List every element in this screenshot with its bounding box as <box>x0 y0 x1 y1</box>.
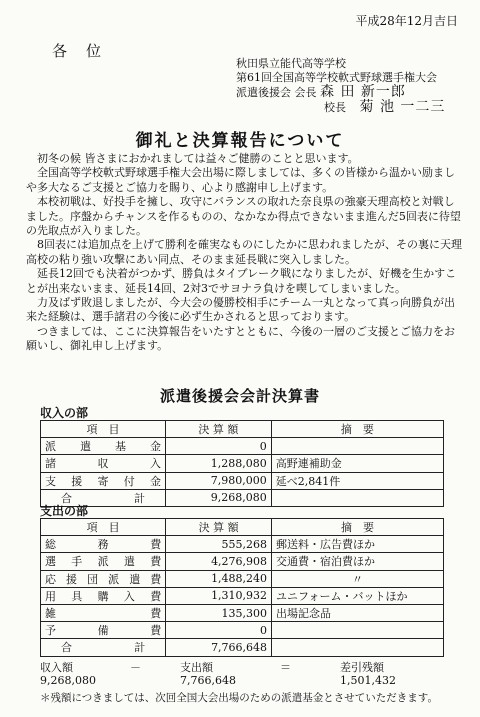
paragraph: 8回表には追加点を上げて勝利を確実なものにしたかに思われましたが、その裏に天理高校の粘り強い攻撃にあい同点、そのまま延長戦に突入しました。 <box>26 238 462 266</box>
header-note: 摘 要 <box>272 519 444 536</box>
table-row <box>41 604 444 621</box>
paragraph: 本校初戦は、好投手を擁し、攻守にバランスの取れた奈良県の強豪天理高校と対戦しました。序盤からチャンスを作るものの、なかなか得点できないまま進んだ5回表に待望の先取点が入りました。 <box>26 195 461 238</box>
header-note: 摘 要 <box>271 421 443 438</box>
row-amount: 555,268 <box>166 536 272 553</box>
row-note: 郵送料・広告費ほか <box>272 536 444 553</box>
chairman-title: 派遣後援会 会長 <box>236 86 317 99</box>
table-row <box>41 472 444 489</box>
income-total-value: 9,268,080 <box>40 674 96 687</box>
row-note: 〃 <box>272 570 444 587</box>
row-amount: 1,488,240 <box>166 570 272 587</box>
minus-sign: － <box>130 661 141 674</box>
row-note: 高野連補助金 <box>271 455 443 472</box>
expense-table <box>40 518 444 657</box>
balance-value: 1,501,432 <box>340 674 396 687</box>
table-row <box>41 587 444 604</box>
principal-name: 菊 池 一二三 <box>359 99 446 115</box>
table-header-row <box>41 421 444 438</box>
row-note <box>272 639 444 656</box>
addressee: 各 位 <box>52 42 104 60</box>
equals-sign: ＝ <box>280 661 291 674</box>
row-note: 交通費・宿泊費ほか <box>272 553 444 570</box>
paragraph: 全国高等学校軟式野球選手権大会出場に際しましては、多くの皆様から温かい励ましや多大なるご支援とご協力を賜り、心より感謝申し上げます。 <box>26 166 455 194</box>
tournament-name: 第61回全国高等学校軟式野球選手権大会 <box>236 71 437 84</box>
row-amount: 9,268,080 <box>166 489 272 506</box>
paragraph: 初冬の候 皆さまにおかれましては益々ご健勝のことと思います。 <box>37 152 359 165</box>
expense-total-value: 7,766,648 <box>180 674 236 687</box>
school-name: 秋田県立能代高等学校 <box>236 57 346 70</box>
summary-labels <box>40 661 450 674</box>
row-amount: 135,300 <box>166 604 272 621</box>
footnote: ＊残額につきましては、次回全国大会出場のための派遣基金とさせていただきます。 <box>40 692 438 704</box>
principal-title: 校長 <box>324 101 346 114</box>
chairman-line <box>236 85 445 100</box>
row-item: 諸収入 <box>41 455 166 472</box>
row-note: 出場記念品 <box>272 604 444 621</box>
balance-label: 差引残額 <box>340 661 384 674</box>
document-title: 御礼と決算報告について <box>135 131 345 151</box>
sender-block <box>236 57 445 115</box>
row-item: 選手派遣費 <box>41 553 166 570</box>
row-amount: 0 <box>166 438 272 455</box>
row-item: 総務費 <box>41 536 166 553</box>
row-note: 延べ2,841件 <box>271 472 443 489</box>
row-amount: 7,980,000 <box>166 472 272 489</box>
chairman-name: 森 田 新一郎 <box>320 84 406 100</box>
row-note: ユニフォーム・バットほか <box>272 587 444 604</box>
row-item: 雑費 <box>41 604 166 621</box>
row-amount: 7,766,648 <box>166 639 272 656</box>
expense-total-label: 支出額 <box>180 661 213 674</box>
row-note <box>271 438 443 455</box>
row-item: 合計 <box>41 489 166 506</box>
row-amount: 1,288,080 <box>166 455 272 472</box>
income-section-label: 収入の部 <box>40 406 89 420</box>
row-item: 合計 <box>41 639 166 656</box>
row-item: 予備費 <box>41 622 166 639</box>
row-note <box>272 622 444 639</box>
row-item: 支援寄付金 <box>41 472 166 489</box>
paragraph: つきましては、ここに決算報告をいたすとともに、今後の一層のご支援とご協力をお願いし、御礼申し上げます。 <box>26 324 455 353</box>
summary-values <box>40 674 450 687</box>
paragraph: 力及ばず敗退しましたが、今大会の優勝校相手にチーム一丸となって真っ向勝負が出来た経験は、選手諸君の今後に必ず生かされると思っております。 <box>26 296 455 324</box>
issue-date: 平成28年12月吉日 <box>355 14 458 28</box>
income-total-label: 収入額 <box>40 661 73 674</box>
principal-line <box>236 100 445 115</box>
income-table <box>40 420 444 507</box>
paragraph: 延長12回でも決着がつかず、勝負はタイブレーク戦になりましたが、好機を生かすことが出来ないまま、延長14回、2対3でサヨナラ負けを喫してしまいました。 <box>26 267 457 295</box>
row-amount: 0 <box>166 622 272 639</box>
table-row <box>41 536 444 553</box>
row-amount: 4,276,908 <box>166 553 272 570</box>
letter-body <box>26 152 462 354</box>
header-amount: 決 算 額 <box>166 421 272 438</box>
table-row <box>41 553 444 570</box>
accounting-title: 派遣後援会会計決算書 <box>159 387 320 405</box>
table-total-row <box>41 639 444 656</box>
row-note <box>271 489 443 506</box>
table-row <box>41 570 444 587</box>
header-item: 項 目 <box>41 519 166 536</box>
row-item: 応援団派遣費 <box>41 570 166 587</box>
balance-summary <box>40 661 450 687</box>
row-amount: 1,310,932 <box>166 587 272 604</box>
table-row <box>41 455 444 472</box>
row-item: 派遣基金 <box>41 438 166 455</box>
header-amount: 決 算 額 <box>166 519 272 536</box>
expense-section-label: 支出の部 <box>40 504 89 518</box>
table-header-row <box>41 519 444 536</box>
header-item: 項 目 <box>41 421 166 438</box>
table-total-row <box>41 489 444 506</box>
row-item: 用具購入費 <box>41 587 166 604</box>
table-row <box>41 622 444 639</box>
table-row <box>41 438 444 455</box>
